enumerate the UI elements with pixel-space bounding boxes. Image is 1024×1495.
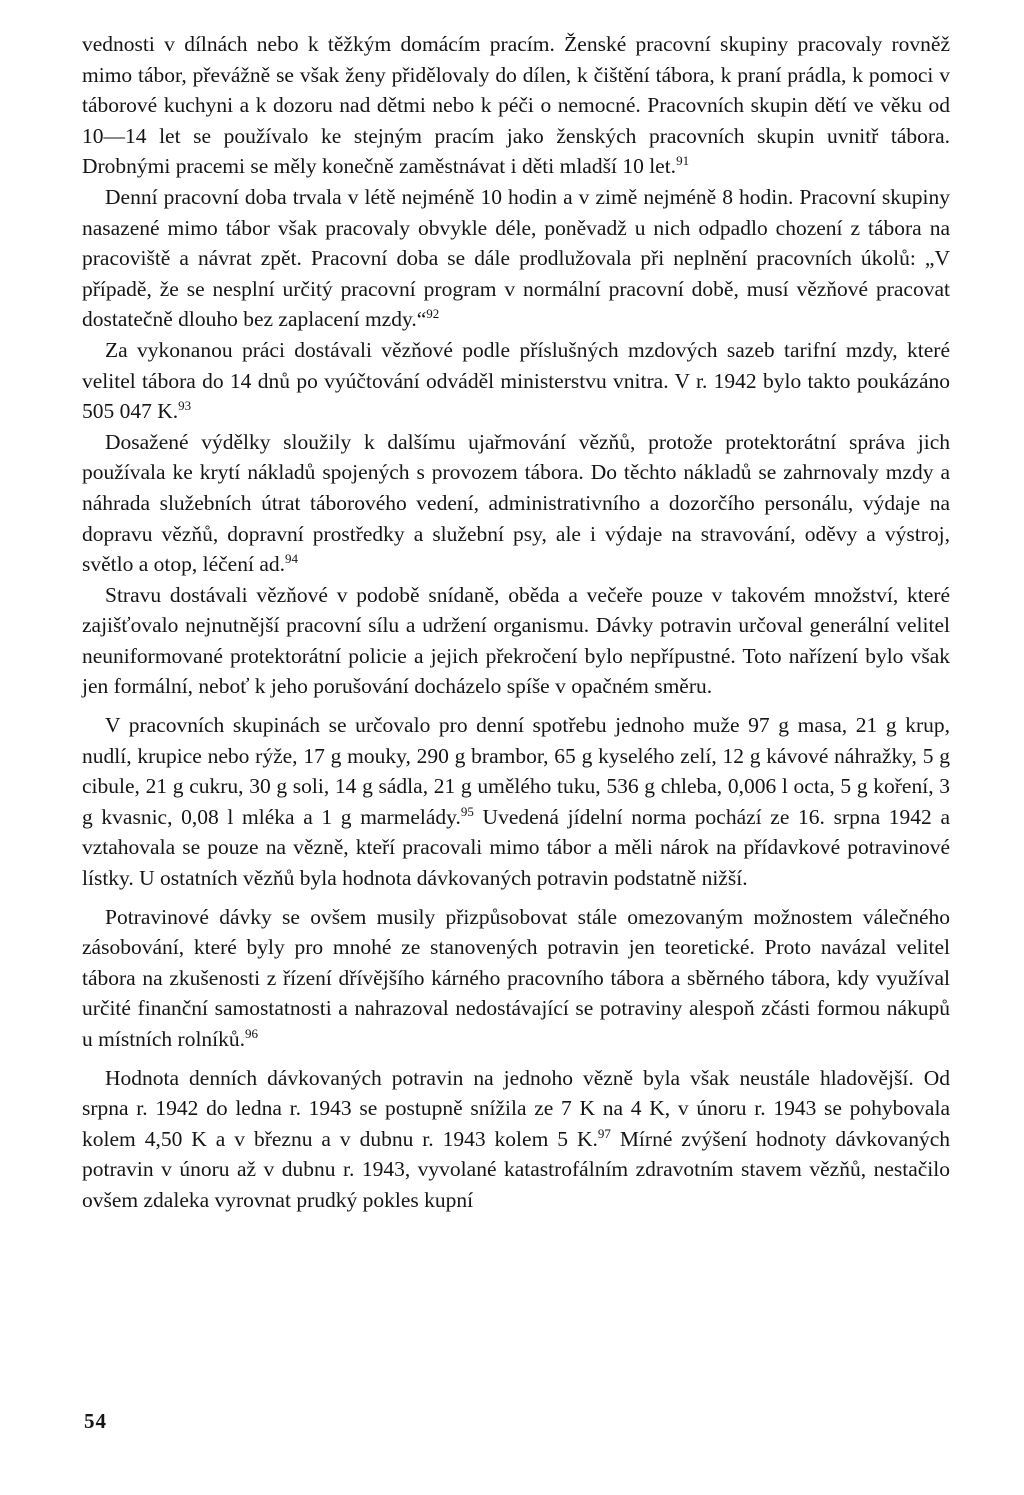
- paragraph-text: vednosti v dílnách nebo k těžkým domácím pracím. Ženské pracovní skupiny pracovaly rovněž mimo tábor, převážně se však ženy přidělovaly do dílen, k čištění tábora, k praní prádla, k pomoci v táborové kuchyni a k dozoru nad dětmi nebo k péči o nemocné. Pracovních skupin dětí ve věku od 10—14 let se používalo ke stejným pracím jako ženských pracovních skupin uvnitř tábora. Drobnými pracemi se měly konečně zaměstnávat i děti mladší 10 let.: [82, 32, 950, 179]
- paragraph-text: Hodnota denních dávkovaných potravin na jednoho vězně byla však neustále hladovější. Od srpna r. 1942 do ledna r. 1943 se postupně snížila ze 7 K na 4 K, v únoru r. 1943 se pohybovala kolem 4,50 K a v březnu a v dubnu r. 1943 kolem 5 K.: [82, 1065, 950, 1151]
- paragraph-2: [82, 182, 950, 335]
- footnote-ref: 94: [285, 550, 298, 566]
- footnote-ref: 93: [178, 397, 192, 413]
- footnote-ref: 92: [426, 306, 440, 322]
- page-number: 54: [84, 1409, 107, 1433]
- paragraph-3: [82, 335, 950, 427]
- paragraph-5: [82, 580, 950, 702]
- footnote-ref: 91: [676, 153, 690, 169]
- paragraph-text-continued: Uvedená jídelní norma pochází ze 16. srpna 1942 a vztahovala se pouze na vězně, kteří pracovali mimo tábor a měli nárok na přídavkové potravinové lístky. U ostatních vězňů byla hodnota dávkovaných potravin podstatně nižší.: [82, 804, 950, 891]
- body-text: [82, 29, 950, 1216]
- paragraph-text: Potravinové dávky se ovšem musily přizpůsobovat stále omezovaným možnostem válečného zásobování, které byly pro mnohé ze stanovených potravin jen teoretické. Proto navázal velitel tábora na zkušenosti z řízení dřívějšího kárného pracovního tábora a sběrného tábora, kdy využíval určité finanční samostatnosti a nahrazoval nedostávající se potraviny alespoň zčásti formou nákupů u místních rolníků.: [82, 904, 950, 1051]
- paragraph-text: V pracovních skupinách se určovalo pro denní spotřebu jednoho muže 97 g masa, 21 g krup, nudlí, krupice nebo rýže, 17 g mouky, 290 g brambor, 65 g kyselého zelí, 12 g kávové náhražky, 5 g cibule, 21 g cukru, 30 g soli, 14 g sádla, 21 g umělého tuku, 536 g chleba, 0,006 l octa, 5 g koření, 3 g kvasnic, 0,08 l mléka a 1 g marmelády.: [82, 713, 950, 829]
- paragraph-1: [82, 29, 950, 182]
- footnote-ref: 95: [460, 803, 474, 819]
- paragraph-6: [82, 710, 950, 894]
- footnote-ref: 96: [245, 1025, 259, 1041]
- paragraph-text: Stravu dostávali vězňové v podobě snídaně, oběda a večeře pouze v takovém množství, které zajišťovalo nejnutnější pracovní sílu a udržení organismu. Dávky potravin určoval generální velitel neuniformované protektorátní policie a jejich překročení bylo nepřípustné. Toto nařízení bylo však jen formální, neboť k jeho porušování docházelo spíše v opačném směru.: [82, 582, 950, 699]
- paragraph-8: [82, 1063, 950, 1216]
- paragraph-4: [82, 427, 950, 580]
- paragraph-text: Za vykonanou práci dostávali vězňové podle příslušných mzdových sazeb tarifní mzdy, které velitel tábora do 14 dnů po vyúčtování odváděl ministerstvu vnitra. V r. 1942 bylo takto poukázáno 505 047 K.: [82, 337, 950, 424]
- paragraph-text-continued: Mírné zvýšení hodnoty dávkovaných potravin v únoru až v dubnu r. 1943, vyvolané katastrofálním zdravotním stavem vězňů, nestačilo ovšem zdaleka vyrovnat prudký pokles kupní: [82, 1126, 950, 1212]
- footnote-ref: 97: [597, 1125, 611, 1141]
- paragraph-text: Dosažené výdělky sloužily k dalšímu ujařmování vězňů, protože protektorátní správa jich používala ke krytí nákladů spojených s provozem tábora. Do těchto nákladů se zahrnovaly mzdy a náhrada služebních útrat táborového vedení, administrativního a dozorčího personálu, výdaje na dopravu vězňů, dopravní prostředky a služební psy, ale i výdaje na stravování, oděvy a výstroj, světlo a otop, léčení ad.: [82, 429, 950, 577]
- paragraph-text: Denní pracovní doba trvala v létě nejméně 10 hodin a v zimě nejméně 8 hodin. Pracovní skupiny nasazené mimo tábor však pracovaly obvykle déle, poněvadž u nich odpadlo chození z tábora na pracoviště a návrat zpět. Pracovní doba se dále prodlužovala při neplnění pracovních úkolů: „V případě, že se nesplní určitý pracovní program v normální pracovní době, musí vězňové pracovat dostatečně dlouho bez zaplacení mzdy.“: [82, 184, 950, 332]
- paragraph-7: [82, 902, 950, 1055]
